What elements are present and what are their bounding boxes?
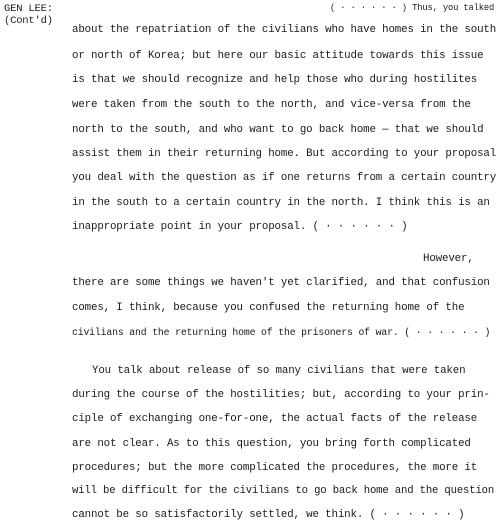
text-line: assist them in their returning home. But according to your proposal	[72, 148, 497, 161]
text-line: will be difficult for the civilians to go back home and the question	[72, 485, 495, 498]
text-line: You talk about release of so many civilians that were taken	[92, 364, 466, 377]
text-line: there are some things we haven't yet clarified, and that confusion	[72, 277, 490, 290]
text-line: you deal with the question as if one returns from a certain country	[72, 171, 497, 184]
text-line: civilians and the returning home of the prisoners of war. ( · · · · · · )	[72, 326, 491, 338]
text-line: north to the south, and who want to go back home — that we should	[72, 123, 484, 136]
text-line: ciple of exchanging one-for-one, the actual facts of the release	[72, 413, 478, 426]
speaker-name: GEN LEE:	[4, 3, 53, 15]
speaker-label	[4, 3, 53, 27]
text-line: are not clear. As to this question, you bring forth complicated	[72, 437, 471, 450]
text-line: is that we should recognize and help those who during hostilites	[72, 74, 478, 87]
text-line: However,	[423, 252, 474, 265]
text-line: procedures; but the more complicated the procedures, the more it	[72, 461, 478, 474]
text-line: ( · · · · · · ) Thus, you talked	[330, 3, 495, 13]
speaker-continued-note: (Cont'd)	[4, 15, 53, 27]
text-line: cannot be so satisfactorily settled, we think. ( · · · · · · )	[72, 509, 465, 521]
text-line: in the south to a certain country in the north. I think this is an	[72, 196, 490, 209]
text-line: or north of Korea; but here our basic attitude towards this issue	[72, 49, 484, 62]
text-line: during the course of the hostilities; but, according to your prin-	[72, 389, 490, 402]
text-line: inappropriate point in your proposal. ( · · · · · · )	[72, 221, 408, 234]
text-line: comes, I think, because you confused the returning home of the	[72, 302, 465, 314]
text-line: about the repatriation of the civilians who have homes in the south	[72, 23, 497, 36]
text-line: were taken from the south to the north, and vice-versa from the	[72, 98, 471, 111]
